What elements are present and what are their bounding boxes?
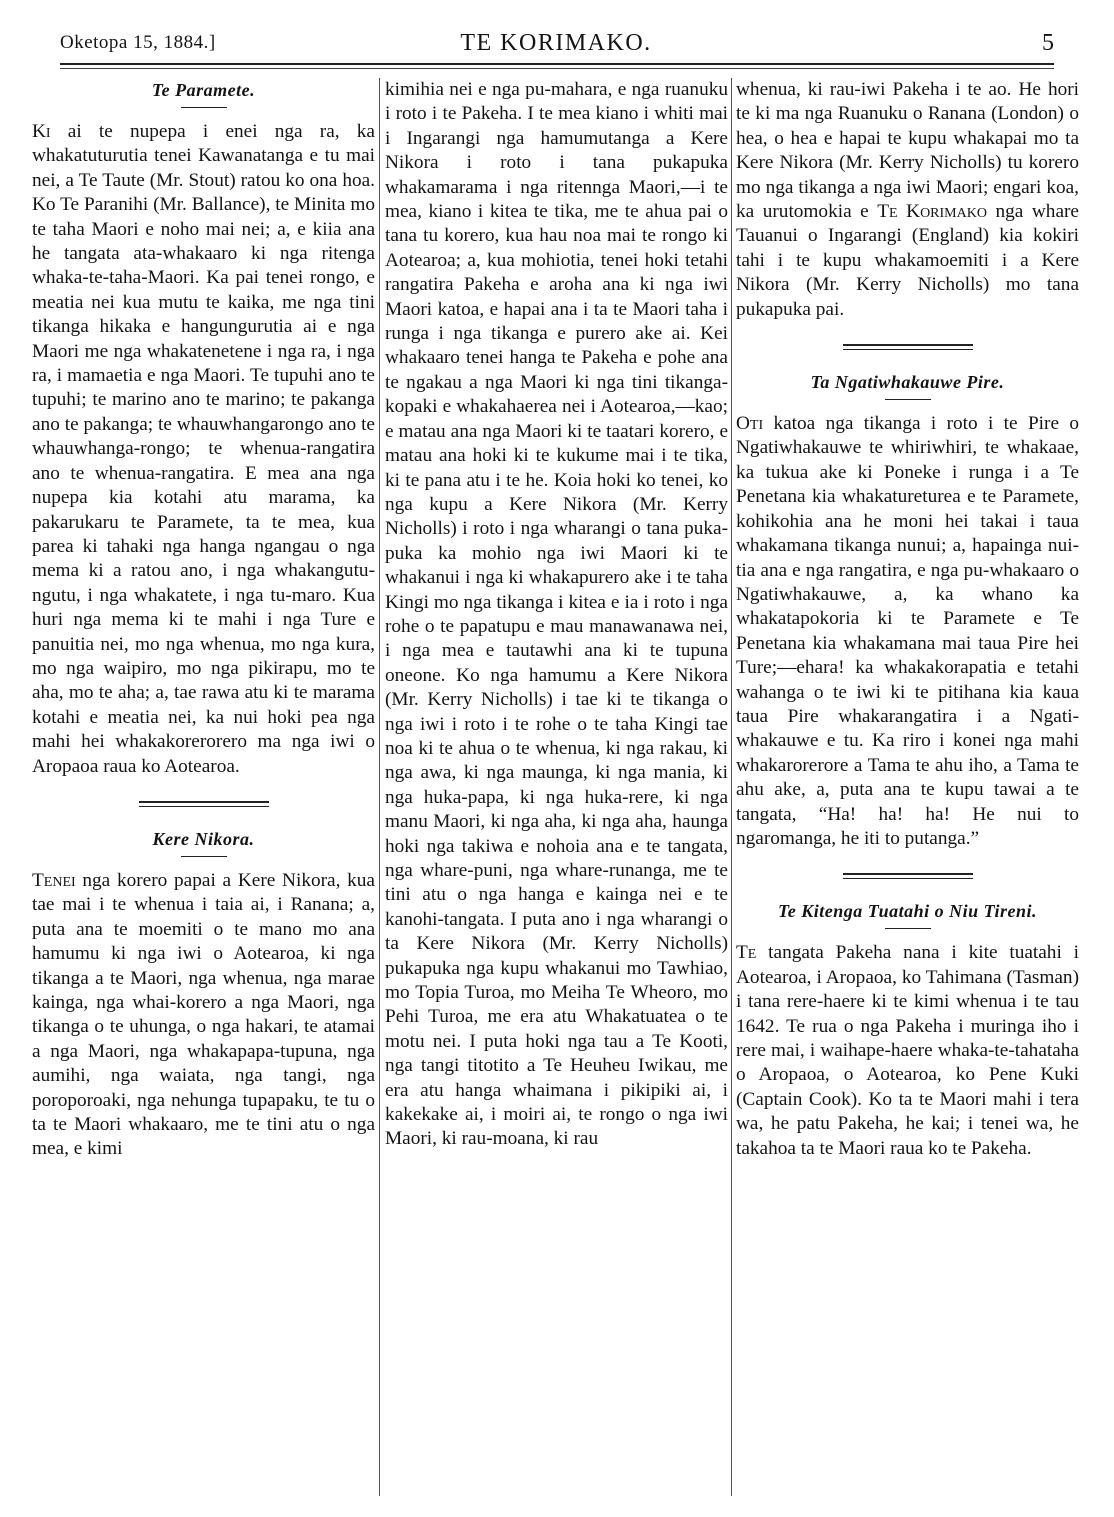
- section-divider: [843, 344, 973, 350]
- page-number: 5: [1042, 30, 1054, 56]
- article-body-pire: [736, 412, 1079, 851]
- section-divider: [139, 801, 269, 807]
- column-3: [736, 78, 1079, 1496]
- title-rule: [885, 399, 931, 400]
- column-1: [32, 78, 375, 1496]
- drop-lead: Oti: [736, 413, 764, 435]
- title-rule: [885, 928, 931, 929]
- drop-lead: Te: [736, 942, 757, 964]
- paragraph-text: ai te nupepa i enei nga ra, ka whakatuturutia tenei Kawanatanga e tu mai nei, a Te Taute (Mr. Stout) ratou ko ona hoa. Ko Te Paranihi (Mr. Ballance), te Minita mo te taha Maori e noho mai nei; a, e kiia ana he tangata ata-whakaaro ki nga ritenga whaka-te-taha-Maori. Ka pai tenei rongo, e meatia nei kua mutu te kaika, me nga tini tikanga hikaka e hangungurutia ai e nga Maori me nga whakatenetene i nga ra, i nga ra, i mamaetia e nga Maori. Te tupuhi ano te tupuhi; te marino ano te marino; te pakanga ano te pakanga; te whauwhangarongo ano te whauwhanga-rongo; te whenua-rangatira ano te whenua-rangatira. E mea ana nga nupepa kia kotahi atu marama, ka pakarukaru te Paramete, ta te mea, kua parea ki tahaki nga hanga ngangau o nga mema ki a ratou ano, i nga whakangutungutu, i nga whakatete, i nga tu-maro. Kua huri nga mema ki te mahi i nga Ture e panuitia nei, mo nga whenua, mo nga kura, mo nga waipiro, mo nga pikirapu, mo te aha, mo te aha; a, tae rawa atu ki te marama kotahi e meatia nei, ka nui hoki pea nga mahi hei whakakorerorero ma nga iwi o Aropaoa raua ko Aotearoa.: [32, 121, 375, 777]
- drop-lead: Tenei: [32, 869, 76, 891]
- paper-name: Te Korimako: [877, 201, 987, 223]
- article-body-kitenga: [736, 941, 1079, 1161]
- paragraph-text: tangata Pakeha nana i kite tuatahi i Aotearoa, i Aropaoa, ko Tahimana (Tasman) i tana rere-haere ki te kimi whenua i te tau 1642. Te rua o nga Pakeha i muringa iho i rere mai, i waihape-haere whaka-te-tahataha o Aropaoa, o Aotearoa, ko Pene Kuki (Captain Cook). Ko ta te Maori mahi i tera wa, he patu Pakeha, he kai; i tenei wa, he takahoa ta te Maori raua ko te Pakeha.: [736, 942, 1079, 1159]
- article-body-paramete: [32, 120, 375, 779]
- article-body-kere-nikora-continued: kimihia nei e nga pu-mahara, e nga ruanuku i roto i te Pakeha. I te mea kiano i whiti mai i Ingarangi nga hamumutanga a Kere Nikora i roto i tana pukapuka whakamarama i nga ritennga Maori,—i te mea, kiano i kitea te tika, me te ahua pai o tana tu korero, kua hau noa mai te rongo ki Aotearoa; a, kua mohiotia, tenei hoki tetahi rangatira Pakeha e aroha ana ki nga iwi Maori katoa, e hapai ana i ta te Maori taha i runga i nga tikanga e purero ake ai. Kei whakaaro tenei hanga te Pakeha e pohe ana te ngakau a nga Maori ki nga tini tikanga-kopaki e whakahaerea nei i Aotearoa,—kao; e matau ana nga Maori ki te taatari korero, e matau ana hoki ki te kukume mai i te tika, ki te pana atu i te he. Koia hoki ko tenei, ko nga kupu a Kere Nikora (Mr. Kerry Nicholls) i roto i nga wharangi o tana pukapuka ka mohio nga iwi Maori ki te whakanui i nga ki whakapurero ake i te taha Kingi mo nga tikanga i kitea e ia i roto i nga rohe o te papatupu e mau manawanawa nei, i nga mea e tautawhi ana ki te tupuna oneone. Ko nga hamumu a Kere Nikora (Mr. Kerry Nicholls) i tae ki te tikanga o nga iwi i roto i te rohe o te taha Kingi tae noa ki te ahua o te whenua, ki nga rakau, ki nga awa, ki nga maunga, ki nga mania, ki nga huka-papa, ki nga huka-rere, ki nga manu Maori, ki nga aha, ki nga aha, haunga hoki nga takiwa e nohoia ana e te tangata, nga whare-puni, nga whare-runanga, me te tini atu o nga hanga e kainga nei e te kanohi-tangata. I puta ano i nga wharangi o ta Kere Nikora (Mr. Kerry Nicholls) pukapuka nga kupu whakanui mo Tawhiao, mo Topia Turoa, mo Meiha Te Wheoro, mo Pehi Turoa, me era atu Whakatuatea o te motu nei. I puta hoki nga tau a Te Kooti, nga tangi titotito a Te Heuheu Iwikau, me era atu hanga whaimana i pikipiki ai, i kakekake ai, i moiri ai, te rongo o nga iwi Maori, ki rau-moana, ki rau: [385, 79, 728, 1150]
- article-body-kere-nikora-end: [736, 78, 1079, 322]
- title-rule: [181, 107, 227, 108]
- title-rule: [181, 856, 227, 857]
- header-rule-thin: [60, 68, 1054, 69]
- article-title-kere-nikora: Kere Nikora.: [152, 828, 255, 849]
- paragraph-text: katoa nga tikanga i roto i te Pire o Ngatiwhakauwe te whiriwhiri, te whakaae, ka tukua ake ki Poneke i runga i a Te Penetana kia whakatureturea e te Paramete, kohikohia ana he moni hei takai i taua whakamana tikanga nunui; a, hapainga nuitia ana e nga rangatira, e nga pu-whakaaro o Ngatiwhakauwe, a, ka whano ka whakatapokoria ki te Paramete e Te Penetana kia whakamana mai taua Pire hei Ture;—ehara! ka whakakorapatia e tetahi wahanga o te iwi ki te pitihana kia kaua taua Pire whakarangatira i a Ngatiwhakauwe e tu. Ka riro i konei nga mahi whakarorerore a Tama te ahu iho, a Tama te ahu ake, a, puta ana te kupu tawai a te tangata, “Ha! ha! ha! He nui to ngaromanga, he iti to putanga.”: [736, 413, 1079, 849]
- section-divider: [843, 873, 973, 879]
- issue-date: Oketopa 15, 1884.]: [60, 32, 216, 53]
- header-rule: [60, 63, 1054, 65]
- drop-lead: Ki: [32, 121, 51, 142]
- article-title-kitenga: Te Kitenga Tuatahi o Niu Tireni.: [777, 901, 1038, 922]
- article-title-pire: Ta Ngatiwhakauwe Pire.: [810, 372, 1005, 393]
- paragraph-text: nga whare Tauanui o Ingarangi (England) kia kokiri tahi i te kupu whakamoemiti i a Kere Nikora (Mr. Kerry Nicholls) mo tana pukapuka pai.: [736, 201, 1079, 320]
- article-title-paramete: Te Paramete.: [151, 80, 256, 100]
- column-2: [385, 78, 728, 1496]
- article-body-kere-nikora: [32, 869, 375, 1162]
- paragraph-text: whenua, ki rau-iwi Pakeha i te ao. He hori te ki ma nga Ruanuku o Ranana (London) o hea, o hea e hapai te kupu whakapai mo ta Kere Nikora (Mr. Kerry Nicholls) tu korero mo nga tikanga a nga iwi Maori; engari koa, ka urutomokia e: [736, 79, 1079, 223]
- column-divider: [379, 78, 380, 1496]
- newspaper-title: TE KORIMAKO.: [460, 30, 652, 56]
- column-divider: [731, 78, 732, 1496]
- paragraph-text: nga korero papai a Kere Nikora, kua tae mai i te whenua i taia ai, i Ranana; a, puta ana te moemiti o te mano mo ana hamumu ki nga iwi o Aotearoa, ki nga tikanga a te Maori, nga whenua, nga marae kainga, nga whai-korero a nga Maori, nga tikanga o te uhunga, o nga hakari, te atamai a nga Maori, nga whakapapa-tupuna, nga aumihi, nga waiata, nga tangi, nga poroporoaki, nga nehunga tupapaku, te tu o ta te Maori whakaaro, me te tini atu o nga mea, e kimi: [32, 869, 375, 1160]
- page-header: [30, 28, 1082, 70]
